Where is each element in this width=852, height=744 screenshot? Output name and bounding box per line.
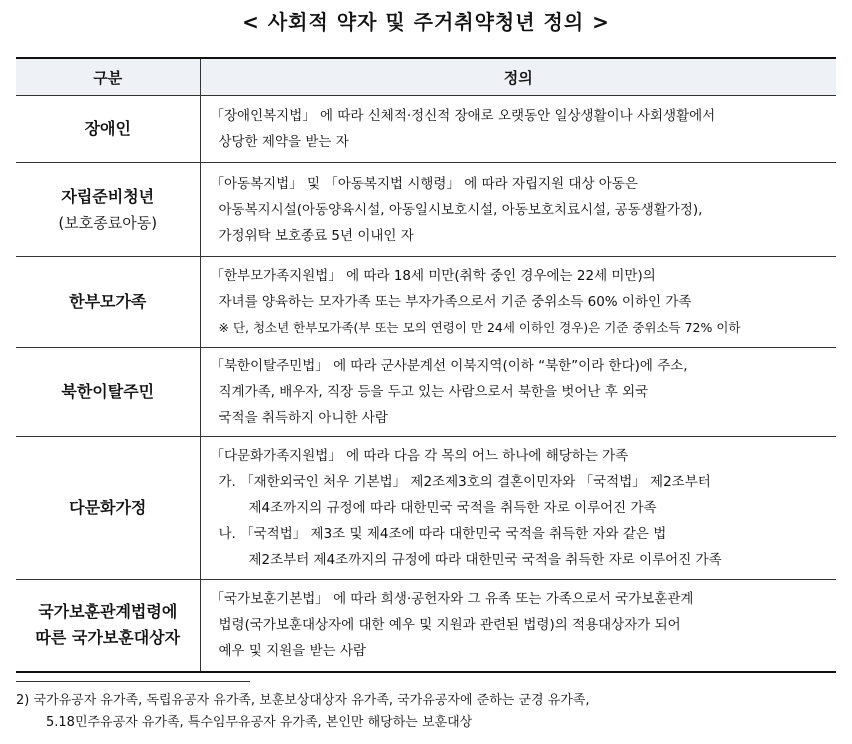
row-category [16,580,200,672]
table-row [16,163,836,257]
footnote-line: 5.18민주유공자 유가족, 특수임무유공자 유가족, 본인만 해당하는 보훈대상 [46,715,473,730]
table-header-row [16,58,836,96]
category-label-line2: 따른 국가보훈대상자 [35,628,181,648]
row-definition [200,257,836,348]
row-category [16,257,200,348]
definition-line: 법령(국가보훈대상자에 대한 예우 및 지원과 관련된 법령)의 적용대상자가 되어 [218,617,681,634]
footnote-divider [16,681,250,682]
row-category [16,437,200,580]
table-row [16,96,836,163]
definition-line: 「아동복지법」 및 「아동복지법 시행령」 에 따라 자립지원 대상 아동은 [210,175,638,192]
row-category [16,163,200,257]
row-definition [200,437,836,580]
page-title: < 사회적 약자 및 주거취약청년 정의 > [242,10,610,34]
row-definition [200,580,836,672]
category-sublabel: (보호종료아동) [58,213,158,232]
definition-line: 제2조부터 제4조까지의 규정에 따라 대한민국 국적을 취득한 자로 이루어진 가족 [248,552,722,568]
definition-line: 아동복지시설(아동양육시설, 아동일시보호시설, 아동보호치료시설, 공동생활가정), [218,201,703,218]
table-row [16,437,836,580]
definition-note: ※ 단, 청소년 한부모가족(부 또는 모의 연령이 만 24세 이하인 경우)은 기준 중위소득 72% 이하 [218,320,741,335]
definition-table [16,57,836,673]
definition-line: 상당한 제약을 받는 자 [218,134,349,150]
definition-line: 「국가보훈기본법」 에 따라 희생·공헌자와 그 유족 또는 가족으로서 국가보훈관계 [210,591,694,608]
header-definition: 정의 [200,58,836,96]
header-category: 구분 [16,58,200,96]
definition-line: 「한부모가족지원법」 에 따라 18세 미만(취학 중인 경우에는 22세 미만)의 [210,268,656,284]
definition-line: 국적을 취득하지 아니한 사람 [218,410,388,426]
row-definition [200,348,836,437]
category-label: 다문화가정 [69,498,147,517]
definition-line: 「장애인복지법」 에 따라 신체적·정신적 장애로 오랫동안 일상생활이나 사회생활에서 [210,108,716,124]
table-row [16,257,836,348]
category-label: 북한이탈주민 [61,382,155,401]
footnote-line: 2) 국가유공자 유가족, 독립유공자 유가족, 보훈보상대상자 유가족, 국가유공자에 준하는 군경 유가족, [16,693,590,708]
definition-line: 제4조까지의 규정에 따라 대한민국 국적을 취득한 자로 이루어진 가족 [248,500,657,516]
definition-line: 가. 「재한외국인 처우 기본법」 제2조제3호의 결혼이민자와 「국적법」 제2조부터 [218,474,711,490]
table-row [16,348,836,437]
definition-line: 「다문화가족지원법」 에 따라 다음 각 목의 어느 하나에 해당하는 가족 [210,448,629,464]
definition-line: 가정위탁 보호종료 5년 이내인 자 [218,227,414,244]
category-label: 장애인 [84,119,131,138]
definition-line: 예우 및 지원을 받는 사람 [218,643,367,660]
footnote [16,690,846,734]
definition-line: 자녀를 양육하는 모자가족 또는 부자가족으로서 기준 중위소득 60% 이하인 가족 [218,294,692,310]
row-category [16,348,200,437]
category-label: 자립준비청년 [61,186,155,206]
definition-line: 나. 「국적법」 제3조 및 제4조에 따라 대한민국 국적을 취득한 자와 같은 법 [218,526,667,542]
row-definition [200,163,836,257]
category-label: 한부모가족 [69,292,147,311]
category-label: 국가보훈관계법령에 [38,602,178,622]
table-row [16,580,836,672]
definition-line: 「북한이탈주민법」 에 따라 군사분계선 이북지역(이하 “북한”이라 한다)에 주소, [210,358,688,374]
definition-line: 직계가족, 배우자, 직장 등을 두고 있는 사람으로서 북한을 벗어난 후 외국 [218,384,649,400]
row-category [16,96,200,163]
row-definition [200,96,836,163]
